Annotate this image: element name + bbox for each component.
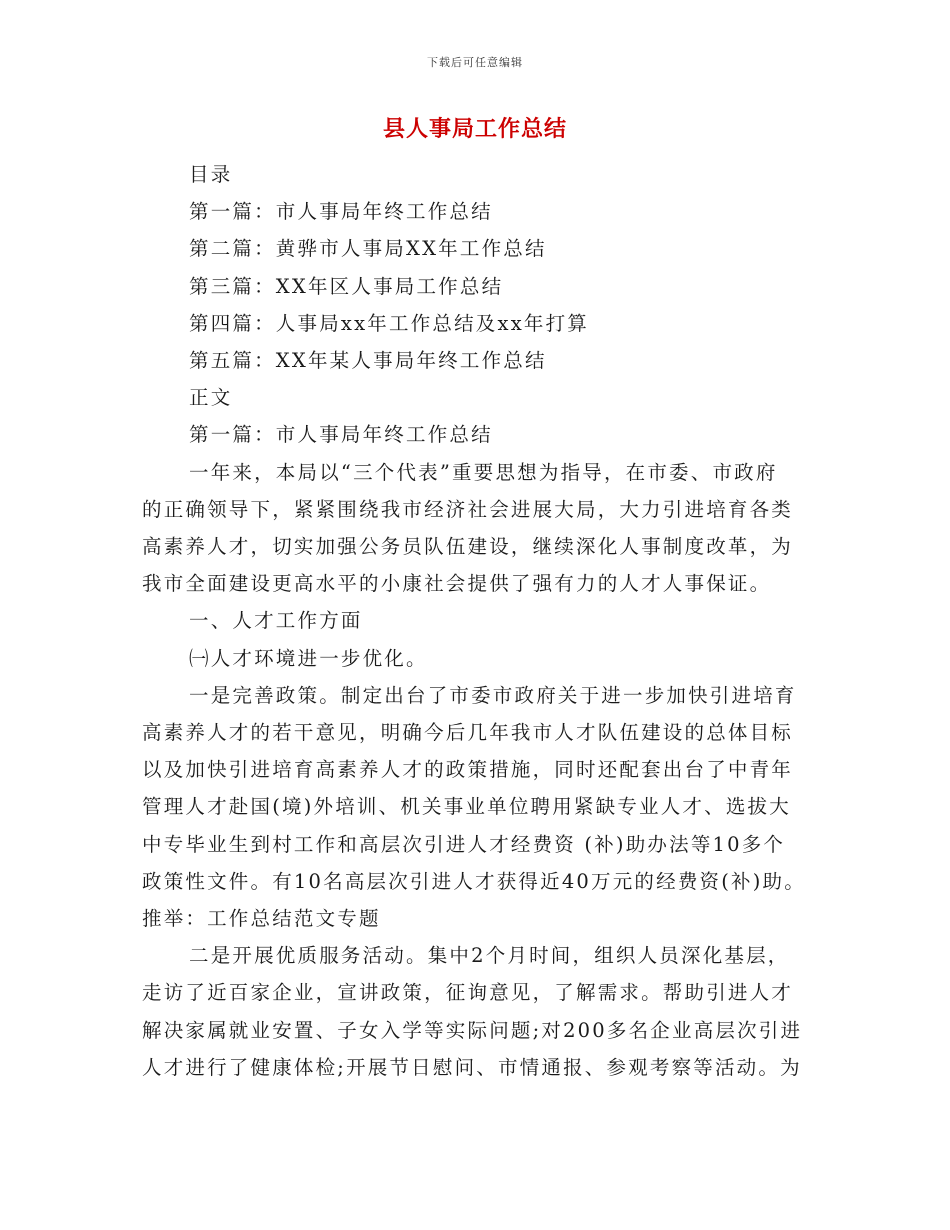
paragraph-line: 我市全面建设更高水平的小康社会提供了强有力的人才人事保证。 xyxy=(142,572,772,596)
paragraph-line: 一年来，本局以“三个代表”重要思想为指导，在市委、市政府 xyxy=(189,460,778,484)
document-title: 县人事局工作总结 xyxy=(382,116,567,142)
toc-item: 第三篇：XX年区人事局工作总结 xyxy=(189,274,504,298)
paragraph-line: 解决家属就业安置、子女入学等实际问题;对200多名企业高层次引进 xyxy=(142,1018,803,1042)
body-heading: 正文 xyxy=(189,386,233,410)
subsection-heading: ㈠人才环境进一步优化。 xyxy=(189,646,428,670)
paragraph-line: 的正确领导下，紧紧围绕我市经济社会进展大局，大力引进培育各类 xyxy=(142,497,794,521)
paragraph-line: 高素养人才，切实加强公务员队伍建设，继续深化人事制度改革，为 xyxy=(142,535,794,559)
paragraph-intro xyxy=(142,454,804,603)
paragraph-line: 人才进行了健康体检;开展节日慰问、市情通报、参观考察等活动。为 xyxy=(142,1055,802,1079)
document-body xyxy=(142,156,804,1086)
paragraph-line: 推举：工作总结范文专题 xyxy=(142,907,381,931)
paragraph-line: 走访了近百家企业，宣讲政策，征询意见，了解需求。帮助引进人才 xyxy=(142,981,794,1005)
paragraph-service xyxy=(142,937,804,1086)
paragraph-line: 高素养人才的若干意见，明确今后几年我市人才队伍建设的总体目标 xyxy=(142,721,794,745)
toc-item: 第二篇：黄骅市人事局XX年工作总结 xyxy=(189,237,547,261)
paragraph-line: 中专毕业生到村工作和高层次引进人才经费资 (补)助办法等10多个 xyxy=(142,832,786,856)
paragraph-line: 一是完善政策。制定出台了市委市政府关于进一步加快引进培育 xyxy=(189,683,797,707)
toc-item: 第五篇：XX年某人事局年终工作总结 xyxy=(189,349,547,373)
section-heading: 一、人才工作方面 xyxy=(189,609,363,633)
header-note: 下载后可任意编辑 xyxy=(427,56,523,69)
paragraph-line: 管理人才赴国(境)外培训、机关事业单位聘用紧缺专业人才、选拔大 xyxy=(142,795,791,819)
toc-heading: 目录 xyxy=(189,163,233,186)
paragraph-line: 以及加快引进培育高素养人才的政策措施，同时还配套出台了中青年 xyxy=(142,758,794,782)
chapter-title: 第一篇：市人事局年终工作总结 xyxy=(189,423,493,447)
paragraph-line: 政策性文件。有10名高层次引进人才获得近40万元的经费资(补)助。 xyxy=(142,869,806,893)
toc-item: 第一篇：市人事局年终工作总结 xyxy=(189,200,493,224)
paragraph-policy xyxy=(142,677,804,937)
toc-item: 第四篇：人事局xx年工作总结及xx年打算 xyxy=(189,311,589,335)
paragraph-line: 二是开展优质服务活动。集中2个月时间，组织人员深化基层， xyxy=(189,944,790,968)
